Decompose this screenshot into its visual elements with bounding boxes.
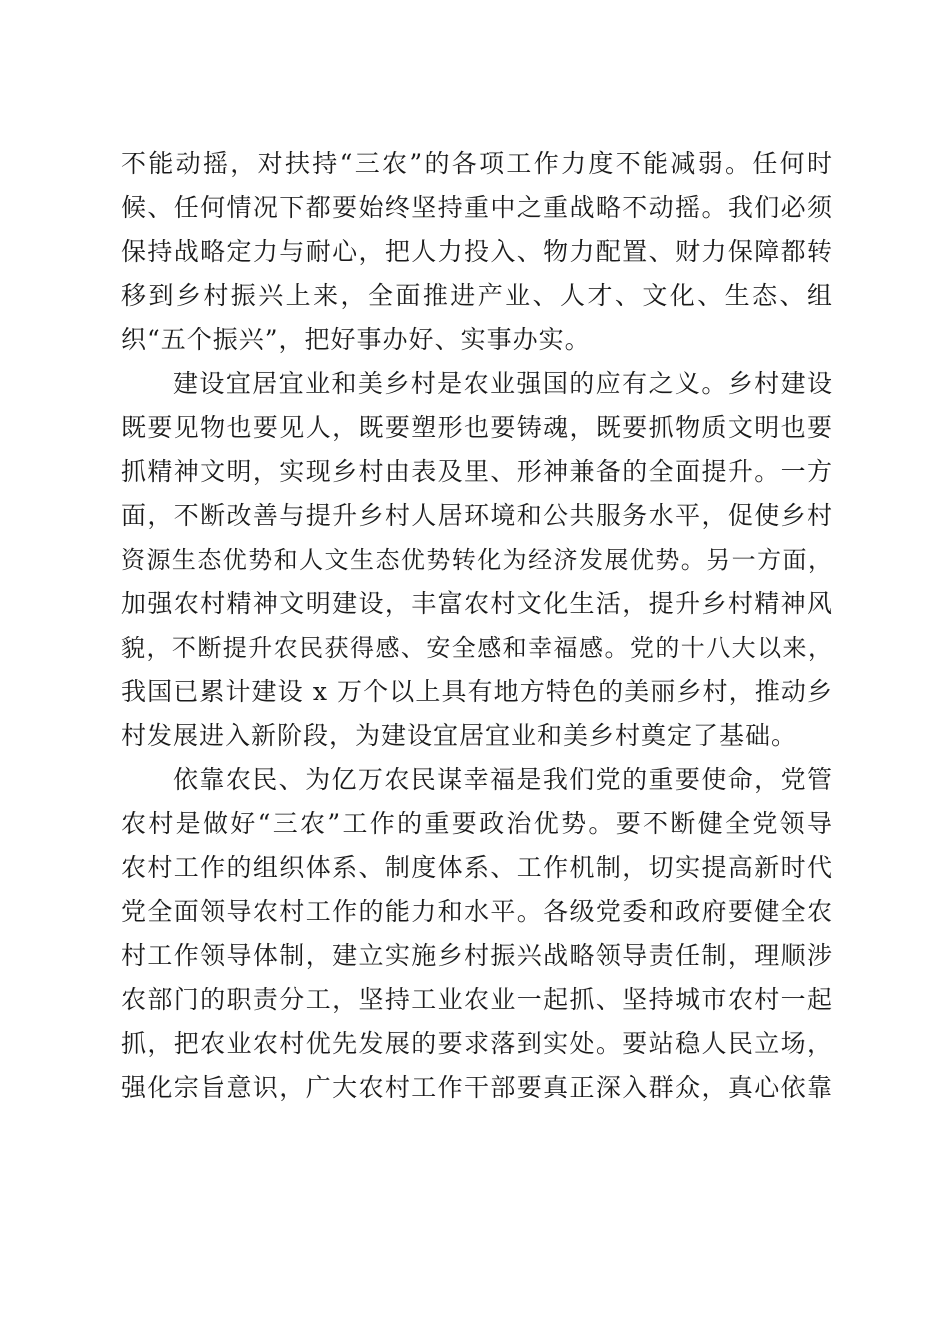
document-body [121,142,833,1110]
paragraph-2-line-8: 我国已累计建设 x 万个以上具有地方特色的美丽乡村，推动乡 [121,677,833,706]
paragraph-3-line-6: 农部门的职责分工，坚持工业农业一起抓、坚持城市农村一起 [121,985,833,1014]
paragraph-3-line-7: 抓，把农业农村优先发展的要求落到实处。要站稳人民立场， [121,1029,833,1058]
paragraph-2-line-1: 建设宜居宜业和美乡村是农业强国的应有之义。乡村建设 [173,369,833,398]
paragraph-2-line-7: 貌，不断提升农民获得感、安全感和幸福感。党的十八大以来， [121,634,833,662]
paragraph-1-line-5: 织“五个振兴”，把好事办好、实事办实。 [121,325,591,354]
paragraph-3-line-2: 农村是做好“三农”工作的重要政治优势。要不断健全党领导 [121,809,833,838]
paragraph-1-line-3: 保持战略定力与耐心，把人力投入、物力配置、财力保障都转 [121,237,833,266]
paragraph-2-line-9: 村发展进入新阶段，为建设宜居宜业和美乡村奠定了基础。 [121,721,798,750]
paragraph-2-line-2: 既要见物也要见人，既要塑形也要铸魂，既要抓物质文明也要 [121,413,833,442]
paragraph-3-line-4: 党全面领导农村工作的能力和水平。各级党委和政府要健全农 [121,897,833,926]
paragraph-1-line-4: 移到乡村振兴上来，全面推进产业、人才、文化、生态、组 [121,281,833,310]
paragraph-3-line-5: 村工作领导体制，建立实施乡村振兴战略领导责任制，理顺涉 [121,941,833,970]
paragraph-3-line-8: 强化宗旨意识，广大农村工作干部要真正深入群众，真心依靠 [121,1073,833,1102]
paragraph-1-line-2: 候、任何情况下都要始终坚持重中之重战略不动摇。我们必须 [121,193,833,222]
paragraph-3-line-3: 农村工作的组织体系、制度体系、工作机制，切实提高新时代 [121,853,833,882]
paragraph-2-line-5: 资源生态优势和人文生态优势转化为经济发展优势。另一方面， [121,546,833,574]
paragraph-1-line-1: 不能动摇，对扶持“三农”的各项工作力度不能减弱。任何时 [121,149,833,178]
paragraph-2-line-3: 抓精神文明，实现乡村由表及里、形神兼备的全面提升。一方 [121,457,833,486]
paragraph-2-line-6: 加强农村精神文明建设，丰富农村文化生活，提升乡村精神风 [121,589,833,618]
paragraph-2-line-4: 面，不断改善与提升乡村人居环境和公共服务水平，促使乡村 [121,501,833,530]
paragraph-3-line-1: 依靠农民、为亿万农民谋幸福是我们党的重要使命，党管 [173,765,833,794]
